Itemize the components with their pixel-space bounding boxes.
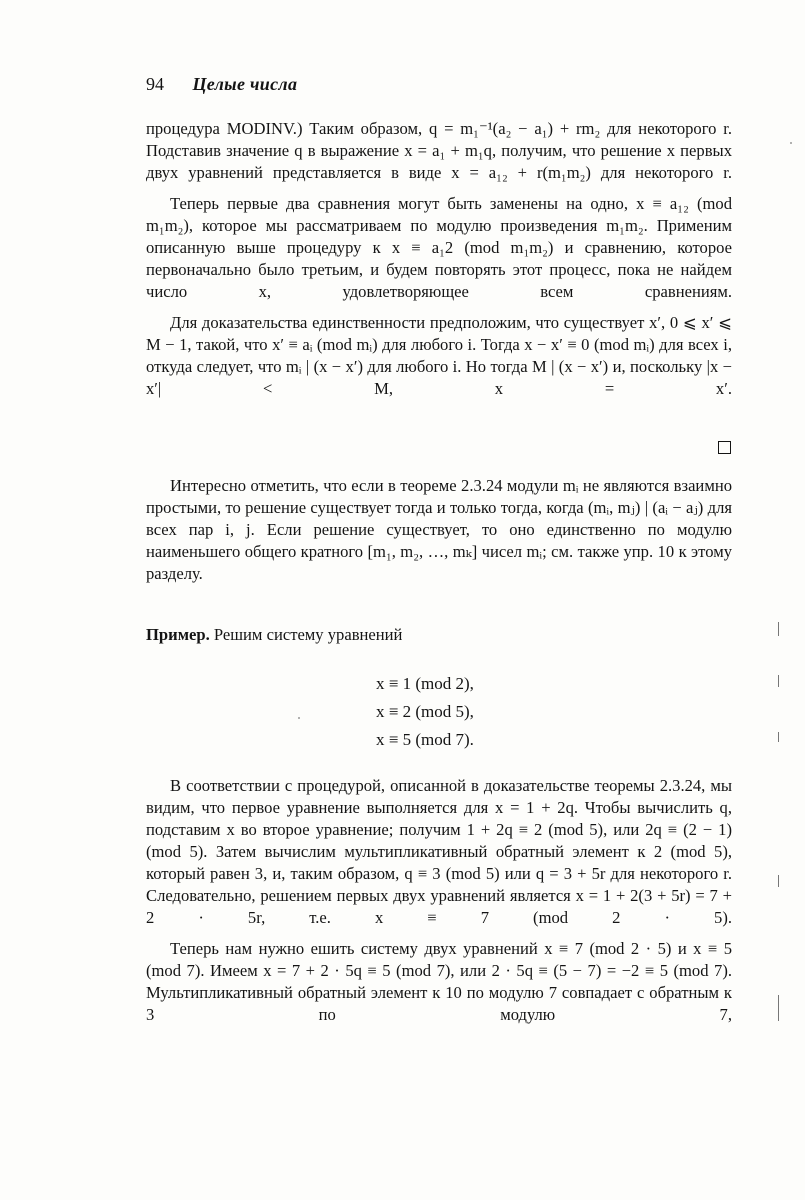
equation: x ≡ 5 (mod 7).: [376, 730, 474, 749]
page-header: [146, 74, 297, 95]
example-heading: [146, 625, 402, 645]
equation: x ≡ 2 (mod 5),: [376, 702, 474, 721]
scan-artifact: [298, 717, 300, 719]
equation: x ≡ 1 (mod 2),: [376, 674, 474, 693]
scan-artifact: [778, 995, 779, 1021]
scan-artifact: [778, 875, 779, 887]
example-text: Решим систему уравнений: [209, 625, 403, 644]
paragraph: Теперь нам нужно ешить систему двух уравнений x ≡ 7 (mod 2 · 5) и x ≡ 5 (mod 7). Имеем x = 7 + 2 · 5q ≡ 5 (mod 7), или 2 · 5q ≡ (5 − 7) = −2 ≡ 5 (mod 7). Мультипликативный обратный элемент к 10 по модулю 7 совпадает с обратным к 3 по модулю 7,: [146, 939, 732, 1024]
page-number: 94: [146, 74, 164, 94]
paragraph: Для доказательства единственности предположим, что существует x′, 0 ⩽ x′ ⩽ M − 1, такой, что x′ ≡ aᵢ (mod mᵢ) для любого i. Тогда x − x′ ≡ 0 (mod mᵢ) для всех i, откуда следует, что mᵢ | (x − x′) для любого i. Но тогда M | (x − x′) и, поскольку |x − x′| < M, x = x′.: [146, 313, 732, 398]
remark-paragraph: Интересно отметить, что если в теореме 2.3.24 модули mᵢ не являются взаимно простыми, то решение существует тогда и только тогда, когда (mᵢ, mⱼ) | (aᵢ − aⱼ) для всех пар i, j. Если решение существует, то оно единственно по модулю наименьшего общего кратного [m₁, m₂, …, mₖ] чисел mᵢ; см. также упр. 10 к этому разделу.: [146, 476, 732, 583]
scan-artifact: [778, 675, 779, 687]
scan-artifact: [778, 622, 779, 636]
text-block-top: [146, 118, 732, 409]
paragraph: процедура MODINV.) Таким образом, q = m₁⁻¹(a₂ − a₁) + rm₂ для некоторого r. Подставив значение q в выражение x = a₁ + m₁q, получим, что решение x первых двух уравнений представляется в виде x = a₁₂ + r(m₁m₂) для некоторого r.: [146, 119, 732, 182]
scan-artifact: [778, 732, 779, 742]
paragraph: Теперь первые два сравнения могут быть заменены на одно, x ≡ a₁₂ (mod m₁m₂), которое мы рассматриваем по модулю произведения m₁m₂. Применим описанную выше процедуру к x ≡ a₁2 (mod m₁m₂) и сравнению, которое первоначально было третьим, и будем повторять этот процесс, пока не найдем число x, удовлетворяющее всем сравнениям.: [146, 194, 732, 301]
qed-box-icon: [718, 441, 731, 454]
scan-artifact: [790, 142, 792, 144]
running-title: Целые числа: [192, 74, 298, 94]
paragraph: В соответствии с процедурой, описанной в доказательстве теоремы 2.3.24, мы видим, что первое уравнение выполняется для x = 1 + 2q. Чтобы вычислить q, подставим x во второе уравнение; получим 1 + 2q ≡ 2 (mod 5), или 2q ≡ (2 − 1) (mod 5). Затем вычислим мультипликативный обратный элемент к 2 (mod 5), который равен 3, и, таким образом, q ≡ 3 (mod 5) или q = 3 + 5r для некоторого r. Следовательно, решением первых двух уравнений является x = 1 + 2(3 + 5r) = 7 + 2 · 5r, т.е. x ≡ 7 (mod 2 · 5).: [146, 776, 732, 927]
text-block-bottom: [146, 775, 732, 1035]
example-label: Пример.: [146, 625, 210, 644]
equation-system: [376, 670, 474, 754]
